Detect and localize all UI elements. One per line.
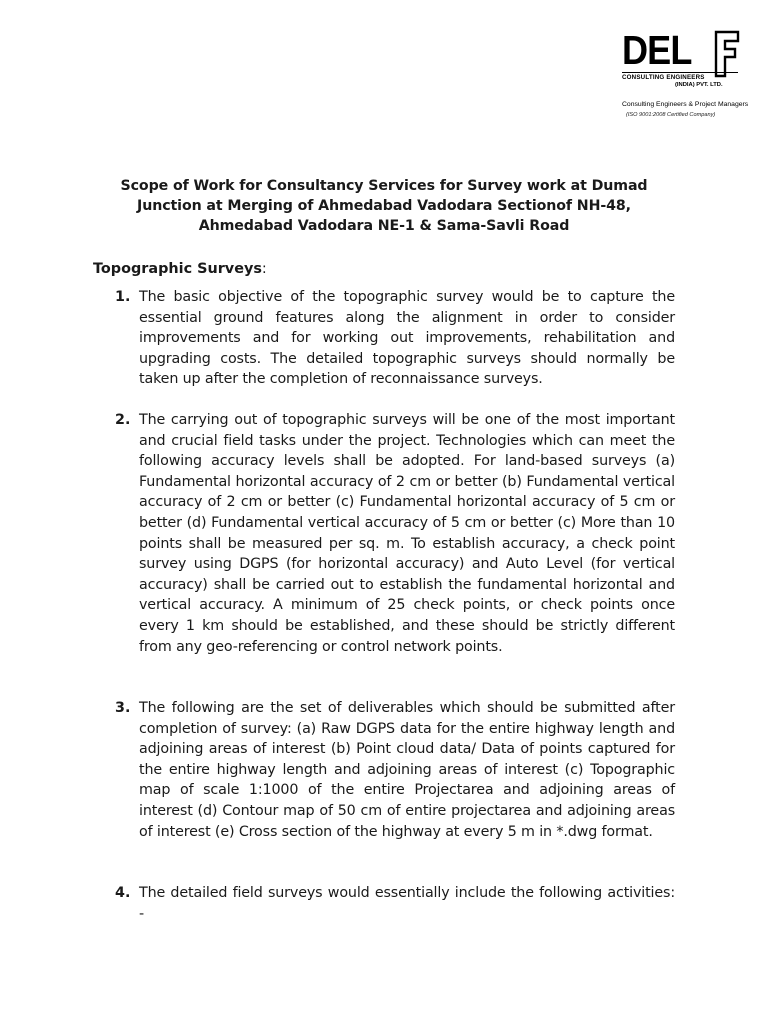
- list-item-number: 4.: [115, 885, 131, 901]
- logo-brand-text: DEL: [622, 27, 692, 73]
- list-item-number: 2.: [115, 412, 131, 428]
- list-item-text: The carrying out of topographic surveys will be one of the most important and crucial field tasks under the project. Technologies which can meet the following accuracy levels shall be adopted. For land-based surveys (a) Fundamental horizontal accuracy of 2 cm or better (b) Fundamental vertical accuracy of 2 cm or better (c) Fundamental horizontal accuracy of 5 cm or better (d) Fundamental vertical accuracy of 5 cm or better (c) More than 10 points shall be measured per sq. m. To establish accuracy, a check point survey using DGPS (for horizontal accuracy) and Auto Level (for vertical accuracy) shall be carried out to establish the fundamental horizontal and vertical accuracy. A minimum of 25 check points, or check points once every 1 km should be established, and these should be strictly different from any geo-referencing or control network points.: [139, 412, 675, 655]
- logo-tagline: Consulting Engineers & Project Managers: [622, 101, 749, 108]
- list-item: [115, 883, 675, 924]
- list-item: [115, 287, 675, 390]
- list-item-number: 3.: [115, 700, 131, 716]
- logo-mark: [622, 27, 740, 74]
- logo-f-glyph: [714, 30, 740, 78]
- section-heading: [93, 259, 267, 279]
- list-item-text: The detailed field surveys would essentially include the following activities: -: [139, 885, 675, 922]
- section-heading-text: Topographic Surveys: [93, 261, 262, 277]
- list-item: [115, 698, 675, 842]
- company-logo: [622, 27, 754, 126]
- document-title: Scope of Work for Consultancy Services for Survey work at Dumad Junction at Merging of Ahmedabad Vadodara Sectionof NH-48, Ahmedabad Vadodara NE-1 & Sama-Savli Road: [120, 178, 648, 234]
- list-item-text: The following are the set of deliverables which should be submitted after completion of survey: (a) Raw DGPS data for the entire highway length and adjoining areas of interest (b) Point cloud data/ Data of points captured for the entire highway length and adjoining areas of interest (c) Topographic map of scale 1:1000 of the entire Projectarea and adjoining areas of interest (d) Contour map of 50 cm of entire projectarea and adjoining areas of interest (e) Cross section of the highway at every 5 m in *.dwg format.: [139, 700, 675, 840]
- logo-iso-note: (ISO 9001:2008 Certified Company): [626, 112, 716, 118]
- logo-company-line2: (INDIA) PVT. LTD.: [675, 82, 723, 88]
- section-heading-colon: :: [261, 261, 267, 277]
- list-item: [115, 410, 675, 657]
- list-item-number: 1.: [115, 289, 131, 305]
- list-item-text: The basic objective of the topographic survey would be to capture the essential ground features along the alignment in order to consider improvements and for working out improvements, rehabilitation and upgrading costs. The detailed topographic surveys should normally be taken up after the completion of reconnaissance surveys.: [139, 289, 675, 388]
- logo-company-line1: CONSULTING ENGINEERS: [622, 72, 738, 81]
